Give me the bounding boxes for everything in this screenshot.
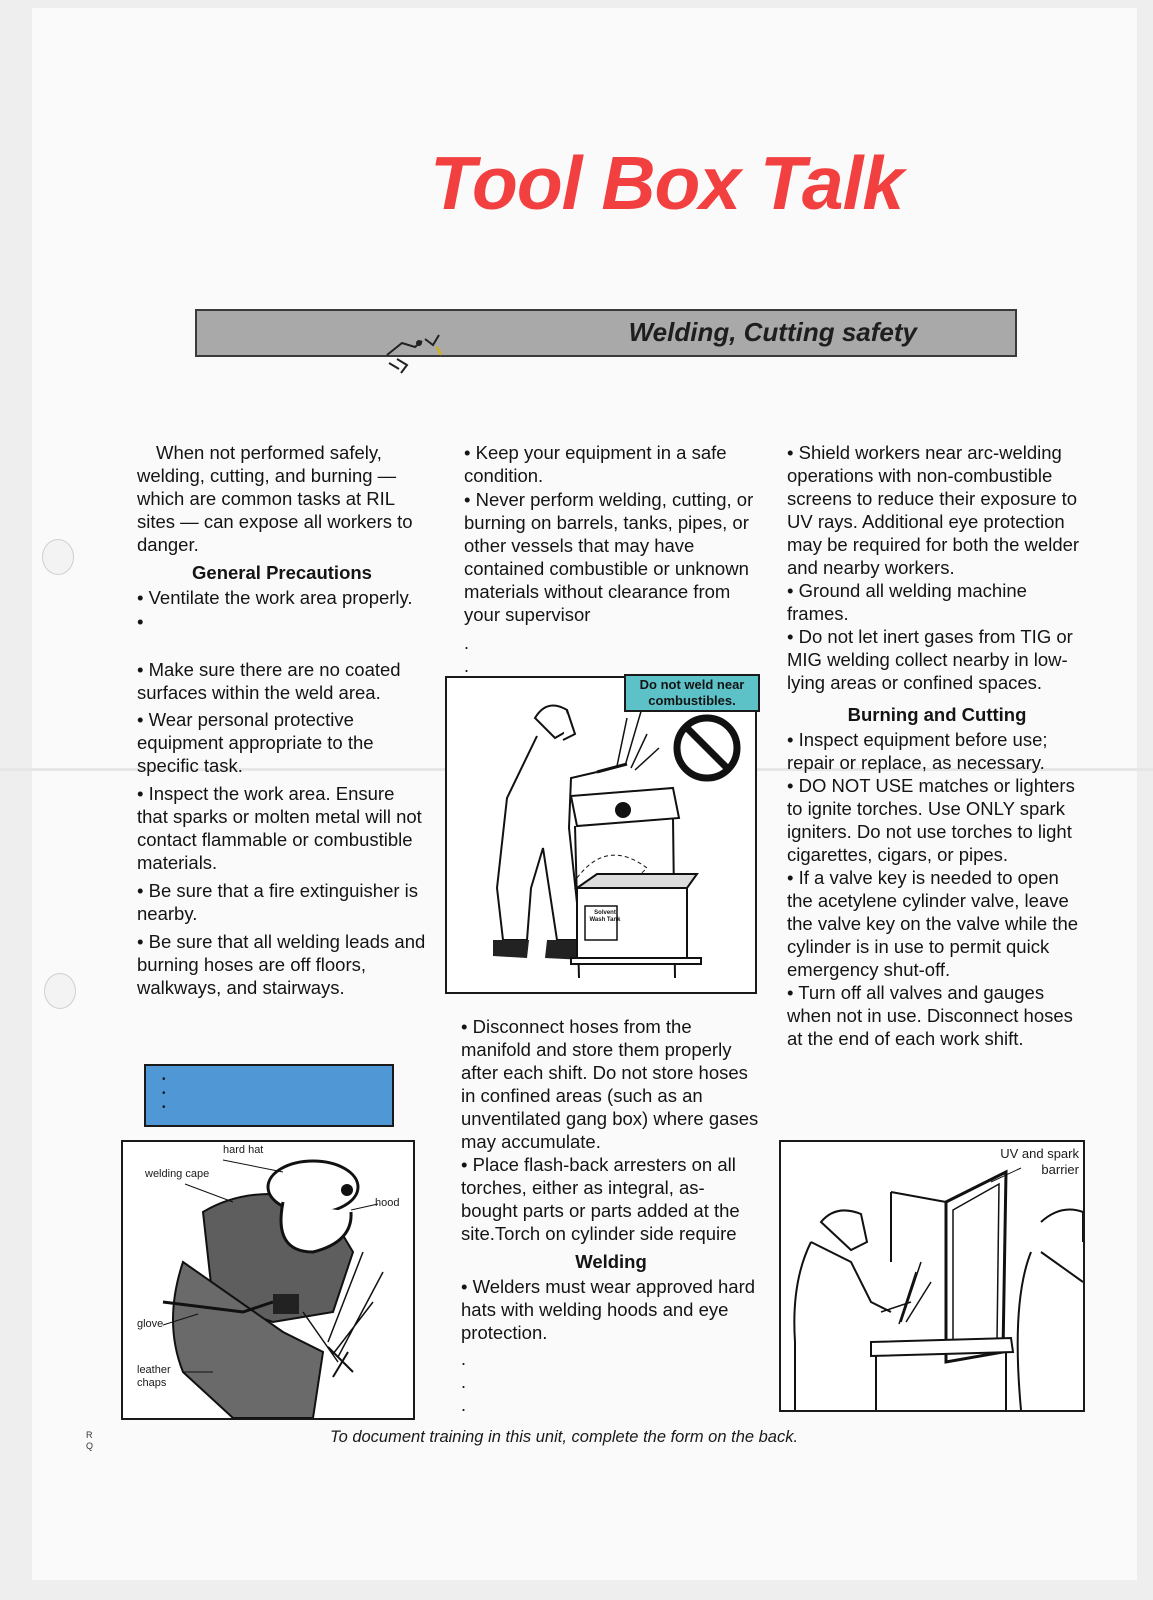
list-item: • Ventilate the work area properly. bbox=[137, 587, 413, 608]
banner-title: Welding, Cutting safety bbox=[628, 317, 917, 347]
bullet-dot: • bbox=[162, 1088, 166, 1099]
list-item: • Do not let inert gases from TIG or MIG welding collect nearby in low-lying areas or confined spaces. bbox=[787, 626, 1073, 693]
punch-hole bbox=[44, 973, 76, 1009]
label-uv-barrier: UV and spark barrier bbox=[1000, 1146, 1079, 1177]
welder-sketch-icon bbox=[377, 325, 467, 385]
label-glove: glove bbox=[137, 1318, 164, 1330]
bullet-dot: • bbox=[162, 1074, 166, 1085]
welder-at-tank-drawing bbox=[447, 678, 755, 992]
bullet-dot: . bbox=[464, 633, 470, 653]
list-item: • Shield workers near arc-welding operations with non-combustible screens to reduce their exposure to UV rays. Additional eye protection may be required for both the welder and nearby workers. bbox=[787, 442, 1080, 578]
list-item: • Wear personal protective equipment appropriate to the specific task. bbox=[137, 709, 374, 776]
bullet-dot: . bbox=[461, 1395, 467, 1415]
list-item: • Welders must wear approved hard hats with welding hoods and eye protection. bbox=[461, 1276, 756, 1343]
label-leather-chaps: leather chaps bbox=[137, 1364, 171, 1389]
bullet-dot: . bbox=[461, 1349, 467, 1369]
list-item: • DO NOT USE matches or lighters to ignite torches. Use ONLY spark igniters. Do not use torches to light cigarettes, cigars, or pipes. bbox=[787, 775, 1075, 865]
margin-code: R Q bbox=[86, 1430, 94, 1451]
label-welding-cape: welding cape bbox=[145, 1168, 210, 1180]
ppe-illustration bbox=[121, 1140, 415, 1420]
bullet-dot: • bbox=[162, 1102, 166, 1113]
list-item: • Turn off all valves and gauges when not in use. Disconnect hoses at the end of each work shift. bbox=[787, 982, 1073, 1049]
list-item: • Make sure there are no coated surfaces within the weld area. bbox=[137, 659, 401, 703]
footer-note: To document training in this unit, complete the form on the back. bbox=[330, 1428, 799, 1446]
tank-label: Solvent Wash Tank bbox=[589, 910, 621, 923]
list-item: • Disconnect hoses from the manifold and store them properly after each shift. Do not store hoses in confined areas (such as an unventilated gang box) where gases may accumulate. bbox=[461, 1016, 759, 1152]
uv-barrier-illustration bbox=[779, 1140, 1085, 1412]
section-heading-general: General Precautions bbox=[192, 562, 372, 583]
page-title: Tool Box Talk bbox=[430, 141, 904, 225]
list-item: • Inspect the work area. Ensure that sparks or molten metal will not contact flammable or combustible materials. bbox=[137, 783, 422, 873]
label-hard-hat: hard hat bbox=[223, 1144, 264, 1156]
label-hood: hood bbox=[375, 1197, 400, 1209]
column-left bbox=[137, 441, 427, 999]
no-weld-illustration bbox=[445, 676, 757, 994]
topic-banner bbox=[195, 309, 1017, 357]
column-middle bbox=[464, 441, 764, 678]
list-item: • If a valve key is needed to open the acetylene cylinder valve, leave the valve key on the valve while the cylinder is in use to permit quick emergency shut-off. bbox=[787, 867, 1079, 980]
section-heading-burning: Burning and Cutting bbox=[847, 704, 1027, 725]
list-item: • Inspect equipment before use; repair or replace, as necessary. bbox=[787, 729, 1048, 773]
uv-barrier-drawing bbox=[781, 1142, 1083, 1410]
intro-paragraph: When not performed safely, welding, cutting, and burning — which are common tasks at RIL sites — can expose all workers to danger. bbox=[137, 442, 413, 555]
bullet-dot: . bbox=[464, 656, 470, 676]
list-item: • Never perform welding, cutting, or burning on barrels, tanks, pipes, or other vessels that may have contained combustible or unknown materials without clearance from your supervisor bbox=[464, 489, 754, 625]
list-item: • Keep your equipment in a safe condition. bbox=[464, 442, 727, 486]
list-item: • bbox=[137, 611, 144, 632]
column-middle-lower bbox=[461, 1015, 761, 1417]
list-item: • Be sure that a fire extinguisher is nearby. bbox=[137, 880, 419, 924]
list-item: • Place flash-back arresters on all torches, either as integral, as-bought parts or parts added at the site.Torch on cylinder side require bbox=[461, 1154, 740, 1244]
column-right bbox=[787, 441, 1087, 1050]
callout-do-not-weld: Do not weld near combustibles. bbox=[624, 674, 760, 712]
list-item: • Ground all welding machine frames. bbox=[787, 580, 1027, 624]
list-item: • Be sure that all welding leads and burning hoses are off floors, walkways, and stairways. bbox=[137, 931, 426, 998]
punch-hole bbox=[42, 539, 74, 575]
section-heading-welding: Welding bbox=[575, 1251, 647, 1272]
blue-note-box bbox=[144, 1064, 394, 1127]
bullet-dot: . bbox=[461, 1372, 467, 1392]
